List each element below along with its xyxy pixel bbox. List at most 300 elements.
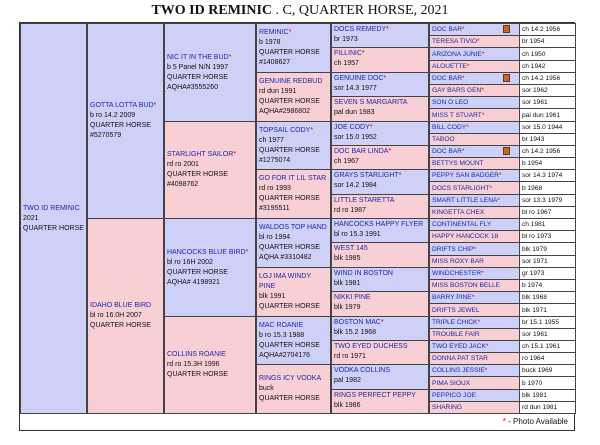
horse-name: LITTLE STARETTA: [334, 197, 395, 204]
horse-detail: QUARTER HORSE: [23, 224, 84, 232]
horse-detail: blk 1991: [259, 293, 286, 300]
horse-name-link[interactable]: [432, 148, 465, 155]
photo-icon[interactable]: [503, 25, 510, 33]
horse-detail: #1408627: [259, 59, 291, 66]
horse-name-link[interactable]: [334, 49, 426, 59]
photo-legend: [19, 414, 575, 431]
horse-detail: rd ro 15.3H 1996: [167, 361, 220, 368]
horse-name-link[interactable]: [334, 318, 426, 328]
title-details: . C, QUARTER HORSE, 2021: [272, 3, 449, 18]
pedigree-cell: [256, 121, 331, 170]
pedigree-cell: [429, 47, 576, 61]
horse-name-link[interactable]: [259, 77, 328, 87]
horse-name: DONNA PAT STAR: [432, 355, 488, 362]
horse-detail: AQHA #3310482: [259, 254, 312, 261]
photo-star: *: [498, 172, 502, 179]
horse-name-box: [430, 85, 520, 96]
horse-name-link[interactable]: [167, 150, 253, 160]
pedigree-cell: [331, 267, 429, 292]
horse-detail: b 1974: [520, 280, 575, 291]
horse-name-link[interactable]: [432, 404, 462, 411]
horse-name: NIKKI PINE: [334, 294, 371, 301]
horse-name: DOC BAR: [432, 148, 463, 155]
horse-name-box: [430, 377, 520, 389]
horse-name-link[interactable]: [432, 75, 465, 82]
horse-detail: ro 1964: [520, 353, 575, 364]
horse-name: HAPPY HANCOCK 18: [432, 233, 499, 240]
photo-star: *: [466, 63, 470, 70]
pedigree-cell: [331, 121, 429, 146]
photo-legend-text: - Photo Available: [505, 417, 568, 426]
pedigree-cell: [256, 72, 331, 122]
horse-detail: QUARTER HORSE: [167, 268, 228, 276]
horse-name-link[interactable]: [432, 319, 480, 326]
horse-detail: ch 1967: [334, 158, 359, 165]
horse-detail: QUARTER HORSE: [90, 322, 151, 329]
horse-name-link[interactable]: [432, 136, 455, 143]
horse-detail: b 1978: [259, 39, 281, 46]
photo-icon[interactable]: [503, 74, 510, 82]
horse-name-link[interactable]: [432, 294, 474, 301]
pedigree-cell: [256, 23, 331, 73]
horse-name-link[interactable]: [259, 374, 328, 384]
horse-name: DOC BAR: [432, 75, 463, 82]
horse-name: DRIFTS CHIP: [432, 246, 474, 253]
horse-detail: #1275074: [259, 156, 291, 164]
horse-detail: sor 13.3 1979: [520, 195, 575, 206]
horse-name: IDAHO BLUE BIRD: [90, 302, 152, 309]
photo-icon[interactable]: [503, 147, 510, 155]
horse-name-box: [430, 146, 520, 157]
horse-name: WEST 145: [334, 245, 368, 252]
horse-name: DOCS STARLIGHT: [432, 185, 490, 192]
horse-name: PEPPICO JOE: [432, 392, 476, 399]
horse-name-link[interactable]: [334, 220, 426, 230]
horse-name-link[interactable]: [259, 321, 328, 331]
pedigree-cell: [256, 316, 331, 365]
horse-name-box: [430, 97, 520, 108]
horse-detail: ch 14.2 1956: [520, 73, 575, 84]
photo-star: *: [473, 246, 476, 253]
pedigree-cell: [256, 267, 331, 317]
horse-name: PEPPY SAN BADGER: [432, 172, 499, 179]
horse-name-link[interactable]: [334, 269, 426, 279]
horse-name: TOPSAIL CODY: [259, 126, 311, 134]
horse-detail: #3195511: [259, 205, 290, 212]
horse-name: DOCS REMEDY: [334, 26, 387, 33]
horse-detail: sor 15.0 1944: [520, 122, 575, 133]
horse-detail: QUARTER HORSE: [259, 395, 320, 402]
horse-name: MISS T STUART: [432, 112, 482, 119]
horse-detail: QUARTER HORSE: [167, 371, 228, 378]
horse-name-link[interactable]: [259, 272, 328, 292]
horse-detail: AQHA#3555260: [167, 83, 218, 91]
horse-name: NIC IT IN THE BUD: [167, 53, 229, 61]
photo-star: *: [362, 50, 365, 57]
horse-detail: blk 1979: [520, 243, 575, 255]
horse-name: VODKA COLLINS: [334, 367, 391, 374]
photo-star: *: [398, 172, 402, 179]
horse-name-link[interactable]: [167, 53, 253, 63]
horse-name-box: [430, 134, 520, 145]
horse-name-box: [430, 48, 520, 60]
horse-detail: bl ro 16.0H 2007: [90, 312, 142, 319]
horse-name-link[interactable]: [432, 331, 480, 338]
horse-name-box: [430, 122, 520, 133]
photo-star: *: [484, 367, 488, 374]
horse-detail: AQHA# 4198921: [167, 278, 220, 286]
page-title: [0, 0, 600, 22]
photo-star: *: [489, 185, 492, 192]
photo-star: *: [481, 270, 484, 277]
horse-name: BETTYS MOUNT: [432, 160, 484, 167]
horse-name-link[interactable]: [432, 124, 469, 131]
pedigree-cell: [331, 340, 429, 365]
horse-name-link[interactable]: [259, 126, 328, 136]
horse-name-box: [430, 268, 520, 279]
horse-name-box: [430, 61, 520, 72]
horse-detail: b 1968: [520, 182, 575, 194]
photo-star: *: [466, 124, 469, 131]
horse-detail: br 1954: [520, 36, 575, 47]
horse-detail: blk 1981: [520, 390, 575, 401]
photo-star: *: [481, 51, 485, 58]
photo-star: *: [477, 319, 481, 326]
pedigree-cell: [87, 23, 164, 219]
horse-detail: pal dun 1961: [520, 109, 575, 121]
horse-detail: bl ro 1994: [259, 234, 291, 241]
horse-detail: b 5 Panel N/N 1997: [167, 63, 229, 71]
horse-detail: QUARTER HORSE: [90, 122, 151, 129]
horse-name-link[interactable]: [259, 223, 328, 233]
horse-detail: sor 14.2 1984: [334, 182, 377, 189]
horse-name-box: [430, 365, 520, 376]
horse-detail: b 1954: [520, 158, 575, 169]
horse-detail: sor 1961: [520, 329, 575, 340]
horse-name-link[interactable]: [432, 63, 469, 70]
horse-name-link[interactable]: [334, 244, 426, 254]
horse-name-link[interactable]: [90, 301, 161, 311]
pedigree-cell: [331, 169, 429, 195]
photo-legend-star: *: [502, 417, 506, 426]
horse-detail: rd ro 1971: [334, 353, 366, 360]
photo-star: *: [245, 248, 249, 256]
horse-detail: b ro 15.3 1988: [259, 331, 305, 339]
horse-name: GAY BARS GEN: [432, 87, 482, 94]
horse-name: WALDOS TOP HAND: [259, 224, 327, 231]
horse-name-link[interactable]: [334, 366, 426, 376]
horse-name: KINGETTA CHEX: [432, 209, 485, 216]
horse-name: TWO ID REMINIC: [23, 204, 80, 212]
pedigree-cell: [331, 96, 429, 122]
horse-name-link[interactable]: [432, 38, 480, 45]
horse-detail: sor 1962: [520, 85, 575, 96]
pedigree-cell: [331, 364, 429, 390]
horse-detail: #5270579: [90, 132, 122, 139]
pedigree-cell: [331, 389, 429, 414]
horse-name-box: [430, 24, 520, 35]
horse-detail: blk 1968: [520, 292, 575, 303]
horse-detail: blk 1985: [334, 255, 361, 262]
photo-star: *: [153, 102, 157, 109]
horse-name-box: [430, 317, 520, 328]
horse-name: TERESA TIVIO: [432, 38, 477, 45]
photo-star: *: [476, 38, 480, 45]
photo-star: *: [471, 294, 475, 301]
horse-detail: blk 15.2 1968: [334, 329, 377, 336]
horse-name: MISS ROXY BAR: [432, 258, 484, 265]
horse-name-link[interactable]: [334, 25, 426, 35]
horse-detail: 2021: [23, 214, 39, 222]
horse-detail: bl ro 1967: [520, 207, 575, 218]
horse-detail: br 1943: [520, 134, 575, 145]
horse-name: WINDCHESTER: [432, 270, 482, 277]
horse-name: TWO EYED DUCHESS: [334, 343, 408, 350]
horse-name-link[interactable]: [432, 51, 484, 58]
horse-name: TRIPLE CHICK: [432, 319, 478, 326]
pedigree-cell: [256, 218, 331, 268]
horse-name-link[interactable]: [432, 172, 502, 179]
horse-detail: ch 14.2 1956: [520, 24, 575, 35]
horse-name-link[interactable]: [334, 391, 426, 401]
horse-detail: ch 1957: [334, 60, 359, 67]
horse-name-link[interactable]: [432, 258, 484, 265]
horse-name: COLLINS ROANIE: [167, 351, 226, 358]
pedigree-cell: [164, 23, 256, 122]
horse-name: HANCOCKS BLUE BIRD: [167, 248, 246, 256]
horse-detail: QUARTER HORSE: [259, 244, 320, 251]
photo-star: *: [310, 126, 314, 134]
horse-name-box: [430, 195, 520, 206]
horse-name-link[interactable]: [432, 307, 480, 314]
horse-name: MAC ROANIE: [259, 321, 304, 329]
pedigree-cell: [331, 316, 429, 341]
pedigree-cell: [164, 121, 256, 219]
horse-detail: AQHA#2986802: [259, 108, 310, 115]
horse-name-link[interactable]: [432, 160, 484, 167]
horse-name-box: [430, 170, 520, 181]
photo-star: *: [462, 75, 465, 82]
pedigree-cell: [331, 47, 429, 73]
horse-detail: sor 14.3 1974: [520, 170, 575, 181]
photo-star: *: [485, 343, 489, 350]
horse-name: TWO EYED JACK: [432, 343, 486, 350]
horse-detail: sor 1961: [520, 97, 575, 108]
pedigree-cell: [256, 364, 331, 414]
horse-detail: sor 1971: [520, 256, 575, 267]
horse-name-box: [430, 256, 520, 267]
pedigree-cell: [429, 401, 576, 414]
photo-star: *: [288, 29, 292, 36]
horse-detail: AQHA#2704176: [259, 351, 310, 359]
horse-name-box: [430, 158, 520, 169]
horse-detail: buck: [259, 385, 274, 392]
horse-name-box: [430, 390, 520, 401]
horse-name-link[interactable]: [167, 248, 253, 258]
horse-name-link[interactable]: [432, 221, 491, 228]
horse-detail: ch 14.2 1956: [520, 146, 575, 157]
horse-name: LGJ IMA WINDY PINE: [259, 273, 311, 290]
horse-detail: br 1973: [334, 36, 358, 43]
horse-name: SON O LEO: [432, 99, 469, 106]
horse-name: FILLINIC: [334, 50, 363, 57]
horse-name-link[interactable]: [432, 367, 487, 374]
horse-detail: ch 1950: [520, 48, 575, 60]
horse-detail: rd ro 2001: [167, 161, 199, 168]
horse-name-link[interactable]: [432, 343, 488, 350]
photo-star: *: [386, 26, 389, 33]
horse-name-link[interactable]: [334, 123, 426, 133]
horse-name-link[interactable]: [259, 28, 328, 38]
horse-detail: QUARTER HORSE: [259, 195, 320, 202]
photo-star: *: [380, 319, 384, 326]
horse-name-link[interactable]: [432, 233, 498, 240]
horse-name: DOC BAR LINDA: [334, 148, 389, 155]
horse-detail: sor 15.0 1952: [334, 134, 377, 141]
horse-detail: rd dun 1981: [520, 402, 575, 413]
horse-name-link[interactable]: [432, 355, 488, 362]
horse-name-box: [430, 243, 520, 255]
horse-detail: QUARTER HORSE: [259, 49, 320, 56]
horse-detail: blk 1971: [520, 304, 575, 316]
horse-detail: QUARTER HORSE: [259, 303, 320, 310]
horse-name: RINGS PERFECT PEPPY: [334, 392, 416, 399]
horse-detail: pal dun 1983: [334, 109, 375, 116]
pedigree-cell: [331, 145, 429, 170]
horse-detail: bl ro 1973: [520, 231, 575, 242]
horse-detail: rd ro 1987: [334, 207, 366, 214]
horse-name-link[interactable]: [432, 197, 500, 204]
pedigree-cell: [331, 291, 429, 317]
horse-detail: pal 1982: [334, 377, 361, 384]
horse-detail: QUARTER HORSE: [259, 341, 320, 349]
pedigree-cell: [331, 194, 429, 219]
horse-name-link[interactable]: [432, 87, 484, 94]
horse-name-link[interactable]: [334, 196, 426, 206]
photo-star: *: [462, 26, 465, 33]
horse-name-link[interactable]: [90, 101, 161, 111]
pedigree-cell: [429, 303, 576, 317]
horse-name-box: [430, 207, 520, 218]
horse-detail: ch 1942: [520, 61, 575, 72]
horse-name-link[interactable]: [432, 99, 468, 106]
horse-name-box: [430, 231, 520, 242]
photo-star: *: [233, 151, 236, 158]
horse-detail: buck 1969: [520, 365, 575, 376]
horse-detail: blk 1986: [334, 402, 361, 409]
horse-name-link[interactable]: [259, 174, 328, 184]
horse-name-link[interactable]: [334, 74, 426, 84]
horse-name-box: [430, 109, 520, 121]
pedigree-cell: [331, 242, 429, 268]
horse-name: DRIFTS JEWEL: [432, 307, 480, 314]
horse-name: ARIZONA JUNIE: [432, 51, 482, 58]
horse-name-box: [430, 353, 520, 364]
horse-name-link[interactable]: [23, 204, 84, 214]
horse-name-link[interactable]: [334, 171, 426, 181]
horse-name-link[interactable]: [432, 392, 476, 399]
pedigree-cell: [164, 218, 256, 317]
horse-name-box: [430, 36, 520, 47]
horse-name: GO FOR IT LIL STAR: [259, 175, 327, 182]
pedigree-cell: [331, 23, 429, 48]
horse-name: PIMA SIOUX: [432, 380, 471, 387]
horse-name: CONTINENTAL FLY: [432, 221, 492, 228]
photo-star: *: [369, 124, 373, 131]
horse-name-link[interactable]: [432, 270, 484, 277]
horse-name-box: [430, 73, 520, 84]
horse-detail: rd dun 1991: [259, 88, 297, 95]
horse-detail: b ro 14.2 2009: [90, 112, 136, 119]
horse-name: TABOO: [432, 136, 455, 143]
horse-detail: QUARTER HORSE: [167, 171, 228, 178]
horse-detail: ch 1981: [520, 219, 575, 230]
horse-name-link[interactable]: [334, 98, 426, 108]
horse-name-link[interactable]: [167, 350, 253, 360]
photo-star: *: [481, 87, 484, 94]
horse-name: GRAYS STARLIGHT: [334, 172, 399, 179]
horse-detail: rd ro 1993: [259, 185, 291, 192]
horse-name-link[interactable]: [432, 246, 476, 253]
pedigree-cell: [87, 218, 164, 414]
pedigree-cell: [331, 72, 429, 97]
horse-detail: QUARTER HORSE: [259, 98, 320, 105]
horse-name-box: [430, 292, 520, 303]
horse-name: BOSTON MAC: [334, 319, 381, 326]
horse-name: RINGS ICY VODKA: [259, 375, 322, 382]
horse-name-box: [430, 304, 520, 316]
horse-name-box: [430, 329, 520, 340]
pedigree-cell: [429, 376, 576, 390]
horse-name: SMART LITTLE LENA: [432, 197, 498, 204]
horse-detail: sor 14.3 1977: [334, 85, 377, 92]
horse-name-link[interactable]: [334, 293, 426, 303]
horse-name: DOC BAR: [432, 26, 463, 33]
horse-name: BARRY PINE: [432, 294, 472, 301]
horse-name: TWO ID REMINIC: [151, 3, 273, 18]
horse-name-link[interactable]: [432, 380, 470, 387]
photo-star: *: [497, 197, 500, 204]
photo-star: *: [388, 148, 392, 155]
horse-name-box: [430, 219, 520, 230]
horse-name-link[interactable]: [432, 112, 484, 119]
horse-name: JOE CODY: [334, 124, 370, 131]
pedigree-chart: [19, 22, 575, 414]
horse-detail: #4098762: [167, 181, 199, 188]
horse-name: SEVEN S MARGARITA: [334, 99, 408, 106]
horse-name: STARLIGHT SAILOR: [167, 151, 234, 158]
horse-name-link[interactable]: [334, 342, 426, 352]
pedigree-cell: [256, 169, 331, 219]
horse-name-link[interactable]: [334, 147, 426, 157]
pedigree-cell: [429, 181, 576, 195]
horse-name: REMINIC: [259, 29, 289, 36]
horse-name: BILL CODY: [432, 124, 467, 131]
photo-star: *: [383, 75, 387, 82]
horse-name: COLLINS JESSIE: [432, 367, 485, 374]
horse-name: TROUBLE FAIR: [432, 331, 480, 338]
horse-name-link[interactable]: [432, 282, 500, 289]
pedigree-cell: [429, 108, 576, 122]
pedigree-cell: [20, 23, 87, 414]
horse-name-link[interactable]: [432, 209, 484, 216]
horse-name-link[interactable]: [432, 185, 492, 192]
horse-name-link[interactable]: [432, 26, 465, 33]
horse-detail: br 15.1 1955: [520, 317, 575, 328]
horse-name: MISS BOSTON BELLE: [432, 282, 501, 289]
horse-detail: gr 1973: [520, 268, 575, 279]
horse-name: GOTTA LOTTA BUD: [90, 102, 154, 109]
